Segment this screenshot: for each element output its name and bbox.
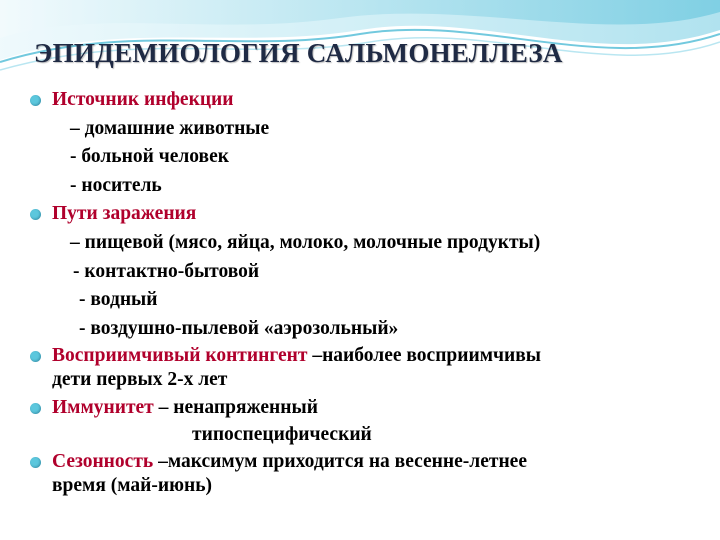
bullet-dot-icon [30, 403, 41, 414]
list-item [30, 286, 710, 315]
list-item [30, 343, 710, 369]
susceptible-text-cont: дети первых 2-х лет [52, 369, 228, 391]
slide-title: ЭПИДЕМИОЛОГИЯ САЛЬМОНЕЛЛЕЗА [34, 38, 563, 68]
route-item: - воздушно-пылевой «аэрозольный» [79, 317, 399, 339]
source-item: - больной человек [70, 146, 229, 168]
list-item [30, 369, 710, 395]
bullet-dot-icon [30, 95, 41, 106]
route-item: - контактно-бытовой [73, 260, 260, 282]
immunity-line [52, 395, 318, 421]
list-item [30, 229, 710, 258]
list-item [30, 449, 710, 475]
list-item [30, 115, 710, 144]
bullet-dot-icon [30, 457, 41, 468]
list-item [30, 395, 710, 421]
bullet-dot-icon [30, 351, 41, 362]
susceptible-heading: Восприимчивый контингент [52, 345, 308, 367]
seasonality-line [52, 449, 527, 475]
routes-heading: Пути заражения [52, 203, 197, 225]
susceptible-text: –наиболее восприимчивы [307, 345, 542, 367]
seasonality-text-cont: время (май-июнь) [52, 475, 213, 497]
source-heading: Источник инфекции [52, 89, 234, 110]
seasonality-heading: Сезонность [52, 451, 154, 473]
list-item [30, 86, 710, 115]
seasonality-text: –максимум приходится на весенне-летнее [153, 451, 527, 473]
list-item [30, 258, 710, 287]
list-item [30, 143, 710, 172]
route-item: – пищевой (мясо, яйца, молоко, молочные продукты) [70, 231, 541, 253]
susceptible-line [52, 343, 541, 369]
list-item [30, 315, 710, 344]
list-item [30, 200, 710, 229]
immunity-heading: Иммунитет [52, 397, 154, 419]
bullet-dot-icon [30, 209, 41, 220]
source-item: – домашние животные [70, 117, 270, 139]
list-item [30, 475, 710, 501]
immunity-text: – ненапряженный [153, 397, 318, 419]
immunity-text-cont: типоспецифический [192, 424, 372, 446]
slide-content [30, 86, 710, 501]
source-item: - носитель [70, 174, 162, 196]
list-item [30, 172, 710, 201]
list-item [30, 421, 710, 449]
route-item: - водный [79, 289, 158, 311]
